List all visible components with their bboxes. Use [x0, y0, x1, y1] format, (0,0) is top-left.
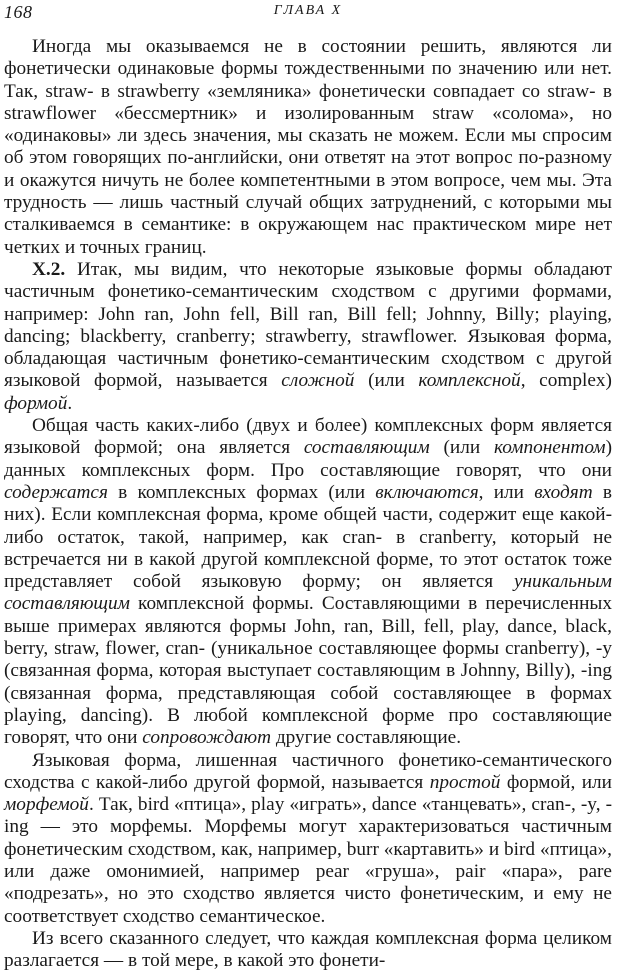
text-run: Итак, мы видим, что некоторые языковые формы обладают частичным фонетико-семантическим сходством с другими формами, например: John ran, John fell, Bill ran, Bill fell; Johnny, Billy; playing, dancing; blackberry, cranberry; strawberry, strawflower. Языковая форма, обладающая частичным фонетико-семантическим сходством с другой языковой формой, называется	[4, 258, 612, 392]
italic-term: сложной	[281, 370, 355, 392]
paragraph	[4, 928, 612, 973]
italic-term: морфемой	[4, 794, 89, 816]
italic-term: включаются	[375, 481, 479, 503]
italic-term: комплексной	[418, 370, 521, 392]
paragraph	[4, 750, 612, 928]
page-header	[2, 0, 614, 28]
italic-term: формой	[4, 392, 68, 414]
body-text	[4, 36, 612, 972]
italic-term: уникальным составляющим	[4, 571, 612, 615]
text-run: (или	[354, 370, 419, 392]
paragraph	[4, 415, 612, 749]
text-run: Иногда мы оказываемся не в состоянии решить, являются ли фонетически одинаковые формы тождественными по значению или нет. Так, straw- в strawberry «земляника» фонетически совпадает со straw- в strawflower «бессмертник» и изолированным straw «солома», но «одинаковы» ли здесь значения, мы сказать не можем. Если мы спросим об этом говорящих по-английски, они ответят на этот вопрос по-разному и окажутся ничуть не более компетентными в этом вопросе, чем мы. Эта трудность — лишь частный случай общих затруднений, с которыми мы сталкиваемся в семантике: в окружающем нас практическом мире нет четких и точных границ.	[4, 36, 612, 258]
italic-term: составляющим	[303, 437, 430, 459]
running-head: ГЛАВА X	[273, 3, 343, 18]
italic-term: простой	[429, 771, 501, 793]
paragraph	[4, 36, 612, 259]
section-number: X.2.	[32, 258, 66, 280]
text-run: комплексной формы. Составляющими в перечисленных выше примерах являются формы John, ran, Bill, fell, play, dance, black, berry, straw, flower, cran- (уникальное составляющее формы cranberry), -y (связанная форма, которая выступает составляющим в Johnny, Billy), -ing (связанная форма, представляющая собой составляющее в формах playing, dancing). В любой комплексной форме про составляющие говорят, что они	[4, 593, 612, 749]
text-run: формой, или	[500, 771, 612, 793]
text-run: , или	[478, 481, 535, 503]
italic-term: сопровождают	[142, 727, 272, 749]
text-run: Языковая форма, лишенная частичного фонетико-семантического сходства с какой-либо другой формой, называется	[4, 749, 612, 793]
paragraph	[4, 259, 612, 415]
text-run: в них). Если комплексная форма, кроме общей части, содержит еще какой-либо остаток, такой, например, как cran- в cranberry, который не встречается ни в какой другой комплексной форме, то этот остаток тоже представляет собой языковую форму; он является	[4, 481, 612, 593]
italic-term: содержатся	[4, 481, 108, 503]
text-run: . Так, bird «птица», play «играть», dance «танцевать», cran-, -y, -ing — это морфемы. Морфемы могут характеризоваться частичным фонетическим сходством, как, например, burr «картавить» и bird «птица», или даже омонимией, например pear «груша», pair «пара», pare «подрезать», но это сходство является чисто фонетическим, и ему не соответствует сходство семантическое.	[4, 794, 612, 927]
text-run: в комплексных формах (или	[107, 481, 376, 503]
text-run: .	[67, 392, 73, 414]
italic-term: компонентом	[493, 437, 606, 459]
text-run: (или	[429, 437, 494, 459]
text-run: Общая часть каких-либо (двух и более) комплексных форм является языковой формой; она является	[4, 415, 612, 459]
text-run: , complex)	[520, 370, 612, 392]
text-run: другие составляющие.	[271, 727, 462, 749]
text-run: Из всего сказанного следует, что каждая комплексная форма целиком разлагается — в той мере, в какой это фонети-	[4, 927, 612, 972]
page-number: 168	[4, 2, 33, 22]
text-run: ) данных комплексных форм. Про составляющие говорят, что они	[4, 437, 612, 481]
italic-term: входят	[534, 481, 593, 503]
